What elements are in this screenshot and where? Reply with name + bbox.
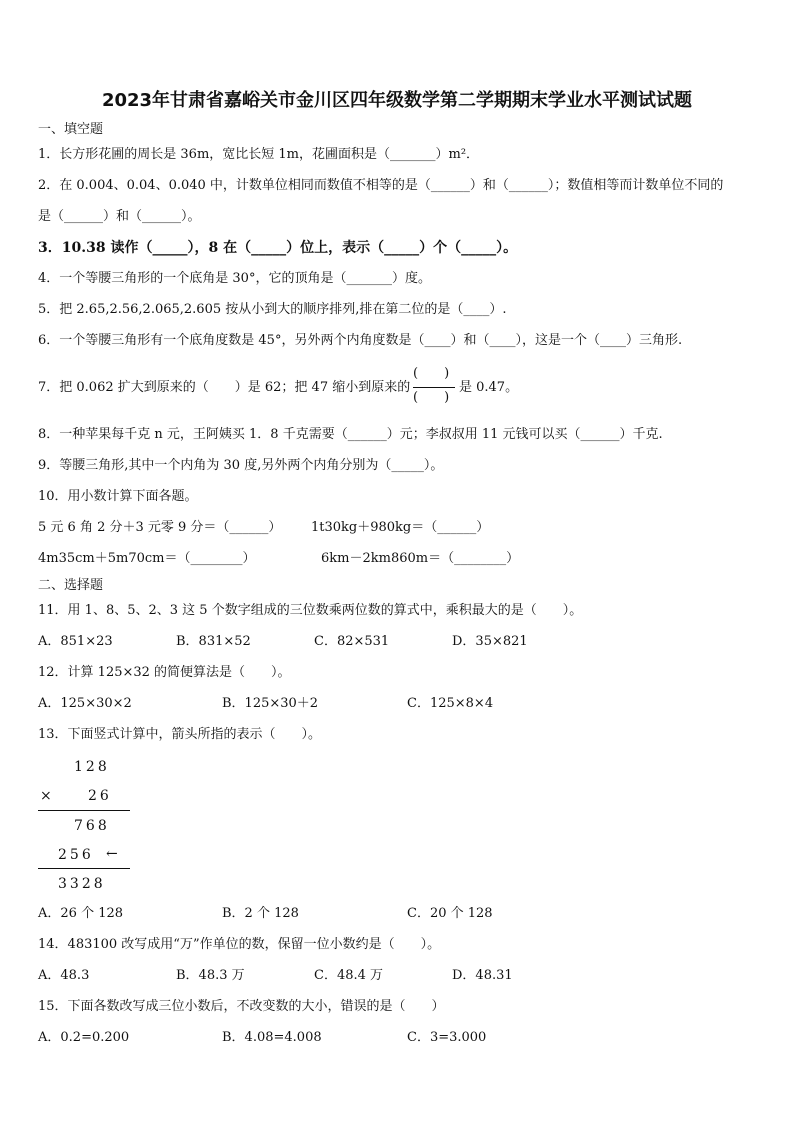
vertical-rule-1 — [38, 810, 130, 811]
question-10-item-1: 5 元 6 角 2 分＋3 元零 9 分＝（______） — [38, 520, 282, 535]
question-13-option-c: C．20 个 128 — [407, 906, 493, 921]
question-11-option-a: A．851×23 — [38, 634, 113, 649]
question-1: 1．长方形花圃的周长是 36m，宽比长短 1m，花圃面积是（_______）m²． — [38, 147, 480, 162]
question-4: 4．一个等腰三角形的一个底角是 30°，它的顶角是（_______）度。 — [38, 271, 431, 286]
question-13: 13．下面竖式计算中，箭头所指的表示（ ）。 — [38, 727, 322, 742]
question-15-option-b: B．4.08=4.008 — [222, 1030, 322, 1045]
question-14-option-a: A．48.3 — [38, 968, 90, 983]
question-14-option-d: D．48.31 — [452, 968, 513, 983]
question-14: 14．483100 改写成用“万”作单位的数，保留一位小数约是（ ）。 — [38, 937, 441, 952]
question-15-option-a: A．0.2=0.200 — [38, 1030, 130, 1045]
section-multiple-choice: 二、选择题 — [38, 578, 104, 593]
question-8: 8．一种苹果每千克 n 元，王阿姨买 1．8 千克需要（______）元；李叔叔用 11 元钱可以买（______）千克. — [38, 427, 663, 442]
question-12-option-b: B．125×30＋2 — [222, 696, 319, 711]
question-7-part2: 是 0.47。 — [459, 380, 519, 395]
vertical-rule-2 — [38, 868, 130, 869]
question-10-item-2: 1t30kg＋980kg＝（______） — [311, 520, 490, 535]
question-13-option-b: B．2 个 128 — [222, 906, 299, 921]
question-12-option-c: C．125×8×4 — [407, 696, 494, 711]
question-11-option-d: D．35×821 — [452, 634, 528, 649]
exam-title: 2023年甘肃省嘉峪关市金川区四年级数学第二学期期末学业水平测试试题 — [101, 90, 693, 111]
question-10-item-3: 4m35cm＋5m70cm＝（________） — [38, 551, 256, 566]
question-2-line1: 2．在 0.004、0.04、0.040 中，计数单位相同而数值不相等的是（______）和（______）；数值相等而计数单位不同的 — [38, 178, 724, 193]
question-10-item-4: 6km－2km860m＝（________） — [321, 551, 520, 566]
fraction-bar — [413, 387, 455, 388]
section-fill-in: 一、填空题 — [38, 122, 104, 137]
vertical-row-multiplier: 26 — [88, 788, 112, 804]
question-11-option-b: B．831×52 — [176, 634, 251, 649]
multiply-sign: × — [40, 788, 52, 804]
question-7-part1: 7．把 0.062 扩大到原来的（ ）是 62；把 47 缩小到原来的 — [38, 380, 411, 395]
question-7-fraction — [411, 366, 457, 410]
question-10: 10．用小数计算下面各题。 — [38, 489, 198, 504]
vertical-row-partial-2: 256 — [58, 847, 94, 863]
vertical-row-product: 3328 — [58, 876, 106, 892]
question-6: 6．一个等腰三角形有一个底角度数是 45°，另外两个内角度数是（____）和（____），这是一个（____）三角形. — [38, 333, 683, 348]
question-14-option-b: B．48.3 万 — [176, 968, 245, 983]
question-5: 5．把 2.65,2.56,2.065,2.605 按从小到大的顺序排列,排在第二位的是（____）. — [38, 302, 507, 317]
question-9: 9．等腰三角形,其中一个内角为 30 度,另外两个内角分别为（_____）。 — [38, 458, 444, 473]
vertical-row-multiplicand: 128 — [74, 759, 110, 775]
vertical-row-partial-1: 768 — [74, 818, 110, 834]
fraction-denominator-blank: ( ) — [413, 390, 450, 405]
fraction-numerator-blank: ( ) — [413, 366, 450, 381]
question-3: 3．10.38 读作（_____），8 在（_____）位上，表示（_____）个（_____）。 — [38, 240, 518, 256]
question-13-option-a: A．26 个 128 — [38, 906, 124, 921]
question-15: 15．下面各数改写成三位小数后，不改变数的大小，错误的是（ ） — [38, 999, 445, 1014]
question-12: 12．计算 125×32 的简便算法是（ ）。 — [38, 665, 291, 680]
question-11: 11．用 1、8、5、2、3 这 5 个数字组成的三位数乘两位数的算式中，乘积最大的是（ ）。 — [38, 603, 583, 618]
question-12-option-a: A．125×30×2 — [38, 696, 132, 711]
arrow-left-icon: ← — [106, 846, 118, 862]
question-14-option-c: C．48.4 万 — [314, 968, 384, 983]
question-15-option-c: C．3=3.000 — [407, 1030, 487, 1045]
question-11-option-c: C．82×531 — [314, 634, 390, 649]
question-2-line2: 是（______）和（______）。 — [38, 209, 201, 224]
